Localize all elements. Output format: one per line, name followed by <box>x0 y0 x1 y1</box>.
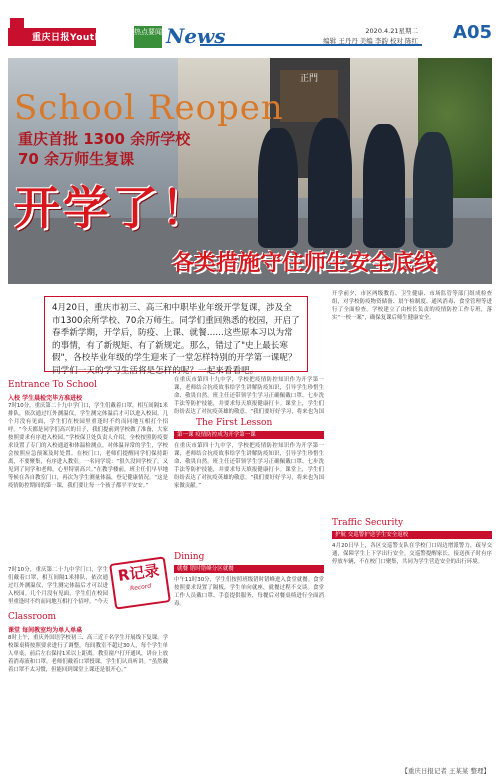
news-wordmark: News <box>166 24 226 48</box>
section-subtitle-dining: 就餐 错时错峰分区就餐 <box>174 565 324 573</box>
stamp-english: Record <box>129 582 152 593</box>
section-title-entrance: Entrance To School <box>8 380 97 390</box>
reporter-credit: 【重庆日报记者 王某某 整理】 <box>401 767 490 775</box>
brand-name: 重庆日报YouthNews <box>32 33 131 43</box>
headline-slogan: 各类措施守住师生安全底线 <box>172 251 437 276</box>
article-text-first-lesson: 在重庆市第四十九中学，学校把疫情防控知识作为开学第一课，老师结合抗疫故事给学生讲解防疫知识，引导学生珍惜生命、敬畏自然。班主任还带领学生学习正确佩戴口罩、七步洗手法等防护技能，并要求每天填报健康打卡。课堂上，学生们纷纷表达了对抗疫英雄的敬意。“我们要好好学习，将来也为国家做贡献。” <box>174 443 324 489</box>
section-subtitle-classroom: 课堂 每间教室均为单人单桌 <box>8 627 83 634</box>
subheadline-line-1: 重庆首批 1300 余所学校 <box>18 130 191 148</box>
officer-figure <box>258 128 298 248</box>
section-title-classroom: Classroom <box>8 612 57 622</box>
article-text-intro: 在重庆市第四十九中学，学校把疫情防控知识作为开学第一课，老师结合抗疫故事给学生讲解防疫知识，引导学生珍惜生命、敬畏自然。班主任还带领学生学习正确佩戴口罩、七步洗手法等防护技能，并要求每天填报健康打卡。课堂上，学生们纷纷表达了对抗疫英雄的敬意。“我们要好好学习，将来也为国 <box>174 377 324 414</box>
section-title-first-lesson: The First Lesson <box>196 418 273 428</box>
officer-figure <box>413 132 453 248</box>
lead-paragraph: 4月20日，重庆市初三、高三和中职毕业年级开学复课，涉及全市1300余所学校、70余万师生。同学们重回熟悉的校园，开启了春季新学期，开学后，防疫、上课、就餐……这些原本习以为常的事情，有了新规矩、有了新规定。那么，错过了"史上最长寒假"，各校毕业年级的学生迎来了一堂怎样特别的开学第一课呢？同学们一天的学习生活将是怎样的呢？一起来看看吧。 <box>44 296 308 372</box>
article-text-classroom: 8时上午，重庆外国语学校初三、高三近千名学生开展线下复课。学校课桌椅按照要求进行了调整，每间教室不超过30人，每个学生单人单桌，前后左右保持1米以上距离。教室窗户打开通风，讲台上放着消毒液和口罩。老师们戴着口罩授课，学生们认真听讲。“虽然戴着口罩不太习惯，但能回到课堂上课还是很开心。” <box>8 635 168 673</box>
article-text-entrance-cont: 7时10分，重庆第二十九中学门口，学生们戴着口罩，相互间隔1米排队，依次通过红外测温仪，学生测完体温后才可以进入校园。几个月没有见面，学生们在校园里重逢时不约而同地互相打个招呼。“今天 <box>8 567 108 605</box>
article-text-traffic: 4月20日早上，各区交巡警支队在学校门口周边增派警力，疏导交通，保障学生上下学出行安全。交巡警提醒家长，接送孩子时有序停放车辆，不在校门口聚集，共同为学生营造安全的出行环境。 <box>332 543 492 565</box>
article-text-dining: 中午11时30分，学生们按照班级错时错峰进入食堂就餐。食堂按照要求设置了隔板，学生单向就座，就餐过程不交谈。食堂工作人员戴口罩、手套提供服务，每餐后对餐桌椅进行全面消毒。 <box>174 577 324 607</box>
record-stamp <box>109 556 171 609</box>
headline-english: School Reopen <box>14 88 284 128</box>
main-headline: 开学了！ <box>14 181 210 235</box>
section-chip: 热点要闻 <box>134 26 162 48</box>
door-sign: 正門 <box>280 70 338 122</box>
officer-figure <box>363 124 405 248</box>
section-subtitle-entrance: 入校 学生晨检完毕方准进校 <box>8 395 83 402</box>
issue-date: 2020.4.21星期二 <box>365 27 418 35</box>
subheadline-line-2: 70 余万师生复课 <box>18 150 135 168</box>
section-subtitle-first-lesson: 第一课 疫情防控成为开学第一课 <box>174 431 324 439</box>
section-subtitle-traffic: 护航 交巡警护送学生安全返校 <box>332 531 492 539</box>
section-title-traffic: Traffic Security <box>332 518 404 528</box>
page-number: A05 <box>453 22 492 43</box>
article-text-entrance: 7时10分，重庆第二十九中学门口，学生们戴着口罩，相互间隔1米排队，依次通过红外测温仪，学生测完体温后才可以进入校园。几个月没有见面，学生们在校园里重逢时不约而同地互相打个招呼。“今天都是同学们高兴的日子，我们提前到学校做了准备，大家按照要求有序进入校园。”学校保卫处负责人介绍，全校按照防疫要求设置了专门的入校通道和体温检测点。对体温异常的学生，学校会按照应急预案及时处置。在校门口，老师们提醒同学们保持距离，不要聚集，有序进入教室。一名同学说：“很久没回学校了，又见到了同学和老师，心里特别高兴。”在教学楼前，班主任们早早地等候在各自教室门口，再次为学生测量体温，登记健康情况。“这是疫情防控期间的第一课，我们要让每一个孩子都平平安安。” <box>8 403 168 489</box>
officer-figure <box>308 118 352 248</box>
section-title-dining: Dining <box>174 552 205 562</box>
stamp-text: R记录 <box>116 561 161 585</box>
editors-line: 编辑 王丹丹 美编 李韵 校对 陈红 <box>323 37 418 45</box>
article-text-prevention: 开学前夕，市区两级教育、卫生健康、市场监管等部门组成检查组，对学校防疫物资储备、晨午检制度、通风消毒、食堂管理等进行了全面检查。学校建立了由校长负责的疫情防控工作专班，落实“一校一案”，确保复课后师生健康安全。 <box>332 291 492 321</box>
masthead <box>0 0 500 58</box>
